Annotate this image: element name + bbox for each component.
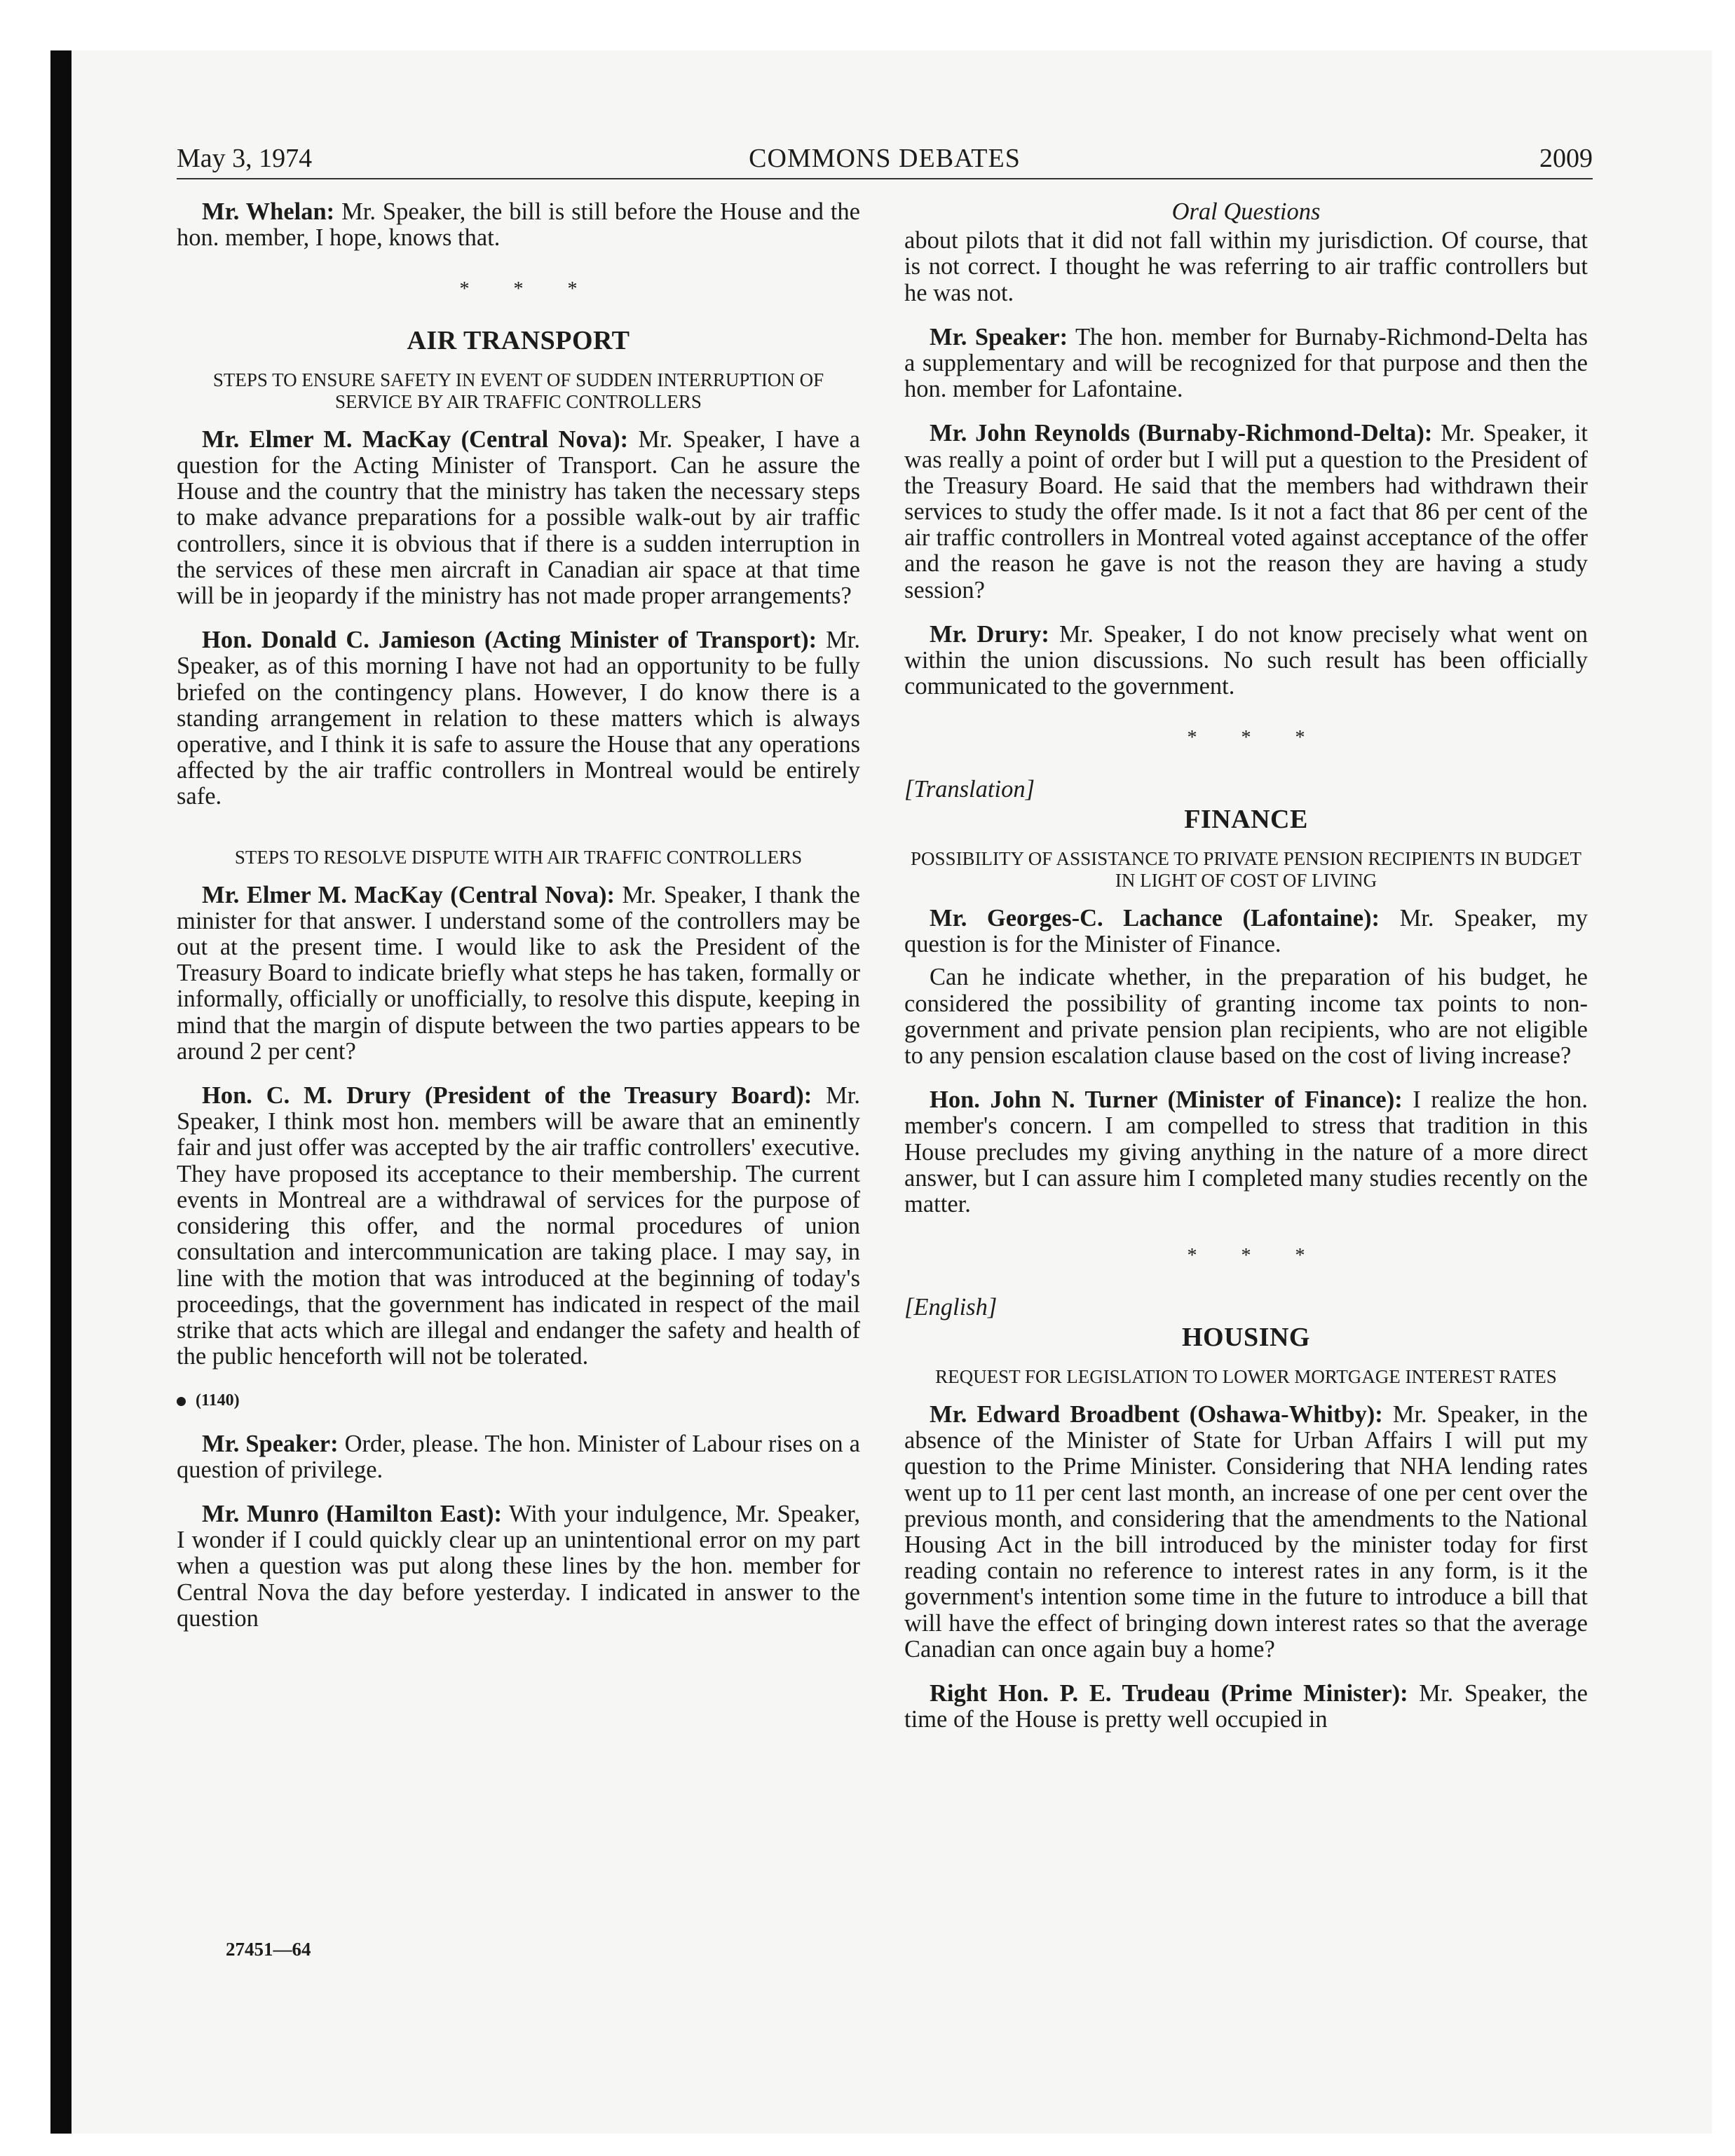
page-header xyxy=(177,142,1593,179)
running-head: Oral Questions xyxy=(1171,198,1321,225)
speech-text: about pilots that it did not fall within my jurisdiction. Of course, that is not correct. I thought he was referring to air traffic controllers but he was not. xyxy=(904,227,1588,306)
paragraph-speaker-2 xyxy=(904,325,1588,403)
speaker-name: Mr. Speaker: xyxy=(202,1430,339,1457)
section-separator: * * * xyxy=(1187,727,1325,749)
speech-text: Can he indicate whether, in the preparation of his budget, he considered the possibility of granting income tax points to non-government and private pension plan recipients, who are not eligible to any pension escalation clause based on the cost of living increase? xyxy=(904,964,1588,1070)
speech-text: Mr. Speaker, in the absence of the Minister of State for Urban Affairs I will put my question to the Prime Minister. Considering that NHA lending rates went up to 11 per cent last month, an increase of one per cent over the previous month, and considering that the amendments to the National Housing Act in the bill introduced by the minister today for first reading contain no reference to interest rates in any form, is it the government's intention some time in the future to introduce a bill that will have the effect of bringing down interest rates so that the average Canadian can once again buy a home? xyxy=(904,1400,1588,1663)
subheading-safety: STEPS TO ENSURE SAFETY IN EVENT OF SUDDEN INTERRUPTION OF SERVICE BY AIR TRAFFIC CONTROLLERS xyxy=(212,369,824,412)
paragraph-mackay-2 xyxy=(177,882,860,1065)
topic-heading-housing: HOUSING xyxy=(1182,1322,1310,1352)
speech-text: Mr. Speaker, I think most hon. members will be aware that an eminently fair and just offer was accepted by the air traffic controllers' executive. They have proposed its acceptance to their membership. The current events in Montreal are a withdrawal of services for the purpose of considering this offer, and the normal procedures of union consultation and intercommunication are taking place. I may say, in line with the motion that was introduced at the beginning of today's proceedings, that the government has indicated in respect of the mail strike that acts which are illegal and endanger the safety and health of the public henceforth will not be tolerated. xyxy=(177,1082,861,1370)
binding-strip xyxy=(50,50,72,2134)
speaker-name: Mr. Edward Broadbent (Oshawa-Whitby): xyxy=(930,1400,1383,1428)
paragraph-munro xyxy=(177,1501,860,1632)
speech-text: Mr. Speaker, the time of the House is pretty well occupied in xyxy=(904,1679,1588,1733)
speech-text: With your indulgence, Mr. Speaker, I wonder if I could quickly clear up an unintentional error on my part when a question was put along these lines by the hon. member for Central Nova the day before yesterday. I indicated in answer to the question xyxy=(177,1500,860,1632)
speaker-name: Mr. Elmer M. MacKay (Central Nova): xyxy=(202,881,615,908)
timestamp-text: (1140) xyxy=(196,1391,240,1410)
speaker-name: Mr. Elmer M. MacKay (Central Nova): xyxy=(202,425,629,453)
paragraph-turner xyxy=(904,1087,1588,1217)
speaker-name: Mr. Drury: xyxy=(930,620,1049,648)
section-separator: * * * xyxy=(1187,1245,1325,1267)
speaker-name: Mr. Munro (Hamilton East): xyxy=(202,1500,502,1527)
paragraph-jamieson xyxy=(177,627,860,810)
language-marker-translation: [Translation] xyxy=(904,775,1035,803)
speech-text: Order, please. The hon. Minister of Labour rises on a question of privilege. xyxy=(177,1430,860,1483)
subheading-resolve-dispute: STEPS TO RESOLVE DISPUTE WITH AIR TRAFFIC CONTROLLERS xyxy=(234,846,803,868)
paragraph-broadbent xyxy=(904,1402,1588,1663)
section-separator: * * * xyxy=(459,278,597,301)
header-page-number: 2009 xyxy=(1539,144,1593,173)
header-date: May 3, 1974 xyxy=(177,144,313,173)
speech-text: The hon. member for Burnaby-Richmond-Delta has a supplementary and will be recognized for that purpose and then the hon. member for Lafontaine. xyxy=(904,323,1588,403)
paragraph-munro-continued xyxy=(904,228,1588,306)
speech-text: Mr. Speaker, I thank the minister for that answer. I understand some of the controllers may be out at the present time. I would like to ask the President of the Treasury Board to indicate briefly what steps he has taken, formally or informally, officially or unofficially, to resolve this dispute, keeping in mind that the margin of dispute between the two parties appears to be around 2 per cent? xyxy=(177,881,860,1065)
speech-text: Mr. Speaker, my question is for the Minister of Finance. xyxy=(904,905,1588,958)
left-column xyxy=(177,199,860,1650)
paragraph-drury-1 xyxy=(177,1083,860,1370)
speaker-name: Hon. Donald C. Jamieson (Acting Minister of Transport): xyxy=(202,627,817,654)
speaker-name: Hon. C. M. Drury (President of the Treasury Board): xyxy=(202,1082,812,1110)
paragraph-speaker-1 xyxy=(177,1431,860,1483)
bullet-icon xyxy=(177,1397,186,1406)
speaker-name: Mr. Whelan: xyxy=(202,198,335,225)
speech-text: Mr. Speaker, it was really a point of order but I will put a question to the President of the Treasury Board. He said that the members had withdrawn their services to study the offer made. Is it not a fact that 86 per cent of the air traffic controllers in Montreal voted against acceptance of the offer and the reason he gave is not the reason they are having a study session? xyxy=(904,420,1588,603)
speaker-name: Hon. John N. Turner (Minister of Finance): xyxy=(930,1086,1403,1114)
speech-text: Mr. Speaker, the bill is still before the House and the hon. member, I hope, knows that. xyxy=(177,198,860,252)
speaker-name: Right Hon. P. E. Trudeau (Prime Minister): xyxy=(930,1679,1408,1707)
header-title: COMMONS DEBATES xyxy=(749,144,1021,173)
paragraph-whelan xyxy=(177,199,860,251)
paragraph-mackay-1 xyxy=(177,427,860,609)
language-marker-english: [English] xyxy=(904,1293,998,1321)
speech-text: Mr. Speaker, as of this morning I have not had an opportunity to be fully briefed on the contingency plans. However, I do know there is a standing arrangement in relation to these matters which is always operative, and I think it is safe to assure the House that any operations affected by the air traffic controllers in Montreal would be entirely safe. xyxy=(177,627,860,810)
right-column xyxy=(904,199,1588,1751)
paragraph-lachance xyxy=(904,906,1588,957)
subheading-pension: POSSIBILITY OF ASSISTANCE TO PRIVATE PENSION RECIPIENTS IN BUDGET IN LIGHT OF COST OF LIVING xyxy=(911,848,1581,892)
topic-heading-air-transport: AIR TRANSPORT xyxy=(407,325,630,355)
speaker-name: Mr. Georges-C. Lachance (Lafontaine): xyxy=(930,905,1380,932)
paragraph-lachance-question xyxy=(904,964,1588,1069)
paragraph-reynolds xyxy=(904,421,1588,603)
timestamp-marker xyxy=(177,1388,860,1414)
speech-text: Mr. Speaker, I have a question for the Acting Minister of Transport. Can he assure the House and the country that the ministry has taken the necessary steps to make advance preparations for a possible walk-out by air traffic controllers, since it is obvious that if there is a sudden interruption in the services of these men aircraft in Canadian air space at that time will be in jeopardy if the ministry has not made proper arrangements? xyxy=(177,425,860,610)
footer-code: 27451—64 xyxy=(226,1939,311,1960)
speech-text: I realize the hon. member's concern. I am compelled to stress that tradition in this House precludes my giving anything in the nature of a more direct answer, but I can assure him I completed many studies recently on the matter. xyxy=(904,1086,1588,1218)
topic-heading-finance: FINANCE xyxy=(1184,804,1308,834)
paragraph-trudeau xyxy=(904,1681,1588,1733)
speaker-name: Mr. Speaker: xyxy=(930,323,1068,350)
paragraph-drury-2 xyxy=(904,622,1588,700)
speaker-name: Mr. John Reynolds (Burnaby-Richmond-Delta): xyxy=(930,420,1433,447)
subheading-mortgage: REQUEST FOR LEGISLATION TO LOWER MORTGAGE INTEREST RATES xyxy=(935,1365,1557,1387)
speech-text: Mr. Speaker, I do not know precisely what went on within the union discussions. No such result has been officially communicated to the government. xyxy=(904,620,1588,700)
